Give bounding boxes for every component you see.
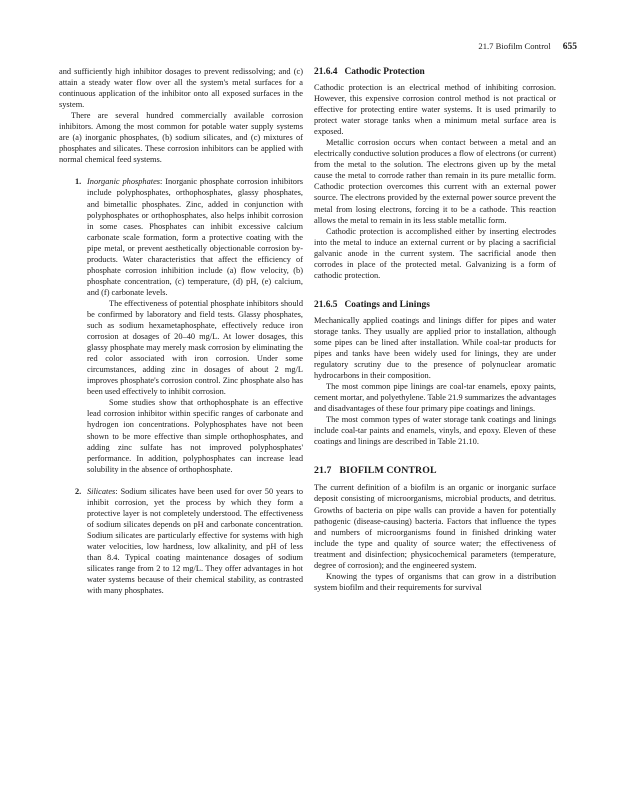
section-heading-cathodic-protection: 21.6.4 Cathodic Protection <box>314 67 425 77</box>
biofilm-paragraph-1: The current definition of a biofilm is an organic or inorganic surface deposit consisting of microorganisms, microbial products, and detritus. Growths of bacteria on pipe walls can provide a haven for potentially pathogenic (disease-causing) bacteria. Factors that influence the types and numbers of microorganisms found in finished drinking water include the type and quality of source water; the effectiveness of treatment and disinfection; physicochemical parameters (temperature, degree of corrosion); and the engineered system. <box>314 483 556 570</box>
list-item-term: Silicates <box>87 486 116 496</box>
coatings-paragraph-2: The most common pipe linings are coal-tar enamels, epoxy paints, cement mortar, and polyethylene. Table 21.9 summarizes the advantages and disadvantages of these four primary pipe coatings and linings. <box>314 382 556 414</box>
list-item-number: 2. <box>75 486 82 496</box>
inhibitor-list <box>59 176 303 596</box>
cathodic-paragraph-3: Cathodic protection is accomplished either by inserting electrodes into the metal to induce an external current or by placing a sacrificial galvanic anode in the current system. The sacrificial anode then corrodes in place of the protected metal. Galvanizing is a form of cathodic protection. <box>314 226 556 280</box>
section-heading-biofilm-control: 21.7 BIOFILM CONTROL <box>314 465 437 477</box>
section-heading-coatings-linings: 21.6.5 Coatings and Linings <box>314 299 430 310</box>
running-head-title: 21.7 Biofilm Control <box>478 41 551 51</box>
list-item <box>59 176 303 474</box>
cathodic-paragraph-2: Metallic corrosion occurs when contact between a metal and an electrically conductive solution produces a flow of electrons (or current) from the metal to the solution. The electrons given up by the metal cause the metal to corrode rather than remain in its pure metallic form. Cathodic protection overcomes this current with an external power source. The electrons provided by the external power source prevent the metal from losing electrons, forcing it to be a cathode. This reaction allows the metal to remain in its less stable metallic form. <box>314 138 556 225</box>
list-item-term: Inorganic phosphates <box>87 177 161 187</box>
page-number: 655 <box>562 42 577 52</box>
right-column <box>314 66 556 593</box>
list-item-text: Silicates: Sodium silicates have been used for over 50 years to inhibit corrosion, yet the process by which they form a protective layer is not completely understood. The effectiveness of sodium silicates depends on pH and carbonate concentration. Sodium silicates are particularly effective for systems with high water velocities, low hardness, low alkalinity, and pH of less than 8.4. Typical coating maintenance dosages of sodium silicates range from 2 to 12 mg/L. They offer advantages in hot water systems because of their chemical stability, as contrasted with many phosphates. <box>87 486 303 596</box>
cathodic-paragraph-1: Cathodic protection is an electrical method of inhibiting corrosion. However, this expensive corrosion control method is not practical or effective for protecting entire water systems. It is used primarily to protect water storage tanks when a minimum metal surface area is exposed. <box>314 83 556 137</box>
left-paragraph-2: There are several hundred commercially available corrosion inhibitors. Among the most common for potable water supply systems are (a) inorganic phosphates, (b) sodium silicates, and (c) mixtures of phosphates and silicates. These corrosion inhibitors can be applied with normal chemical feed systems. <box>59 111 303 165</box>
left-paragraph-1: and sufficiently high inhibitor dosages to prevent redissolving; and (c) attain a steady water flow over all the system's metal surfaces for a continuous application of the inhibitor onto all exposed surfaces in the system. <box>59 67 303 110</box>
list-item-paragraph: The effectiveness of potential phosphate inhibitors should be confirmed by laboratory and field tests. Glassy phosphates, such as sodium hexametaphosphate, effectively reduce iron corrosion at dosages of 20–40 mg/L. At lower dosages, this glassy phosphate may merely mask corrosion by eliminating the red color associated with iron corrosion. Under some circumstances, adding zinc in dosages of about 2 mg/L improves phosphate's corrosion control. Zinc phosphate also has been used effectively to inhibit corrosion. <box>87 298 303 397</box>
coatings-paragraph-1: Mechanically applied coatings and linings differ for pipes and water storage tanks. They usually are applied prior to installation, although some pipes can be lined after installation. While coal-tar products for pipes and tanks have been widely used for linings, they are under regulatory scrutiny due to the presence of polynuclear aromatic hydrocarbons in their composition. <box>314 315 556 381</box>
list-item <box>59 486 303 596</box>
left-column <box>59 66 303 596</box>
running-header <box>478 41 577 52</box>
coatings-paragraph-3: The most common types of water storage tank coatings and linings include coal-tar paints and enamels, vinyls, and epoxy. Eleven of these coatings and linings are described in Table 21.10. <box>314 415 556 447</box>
list-item-paragraph: Some studies show that orthophosphate is an effective lead corrosion inhibitor within specific ranges of carbonate and hydrogen ion concentrations. Polyphosphates have not been shown to be more effective than simple orthophosphates, and adding zinc sulfate has not improved polyphosphates' performance. In addition, polyphosphates can increase lead solubility in the absence of orthophosphate. <box>87 398 303 474</box>
biofilm-paragraph-2: Knowing the types of organisms that can grow in a distribution system biofilm and their requirements for survival <box>314 571 556 592</box>
list-item-number: 1. <box>75 177 82 187</box>
list-item-text: Inorganic phosphates: Inorganic phosphate corrosion inhibitors include polyphosphates, orthophosphates, glassy phosphates, and bimetallic phosphates. Zinc, added in conjunction with polyphosphates or orthophosphates, also helps inhibit corrosion in some cases. Phosphates can inhibit excessive calcium carbonate scale formation, form a protective coating with the pipe metal, or prevent aesthetically objectionable corrosion by-products. Water characteristics that affect the efficiency of phosphate corrosion inhibition include (a) flow velocity, (b) phosphate concentration, (c) temperature, (d) pH, (e) calcium, and (f) carbonate levels. <box>87 177 304 297</box>
